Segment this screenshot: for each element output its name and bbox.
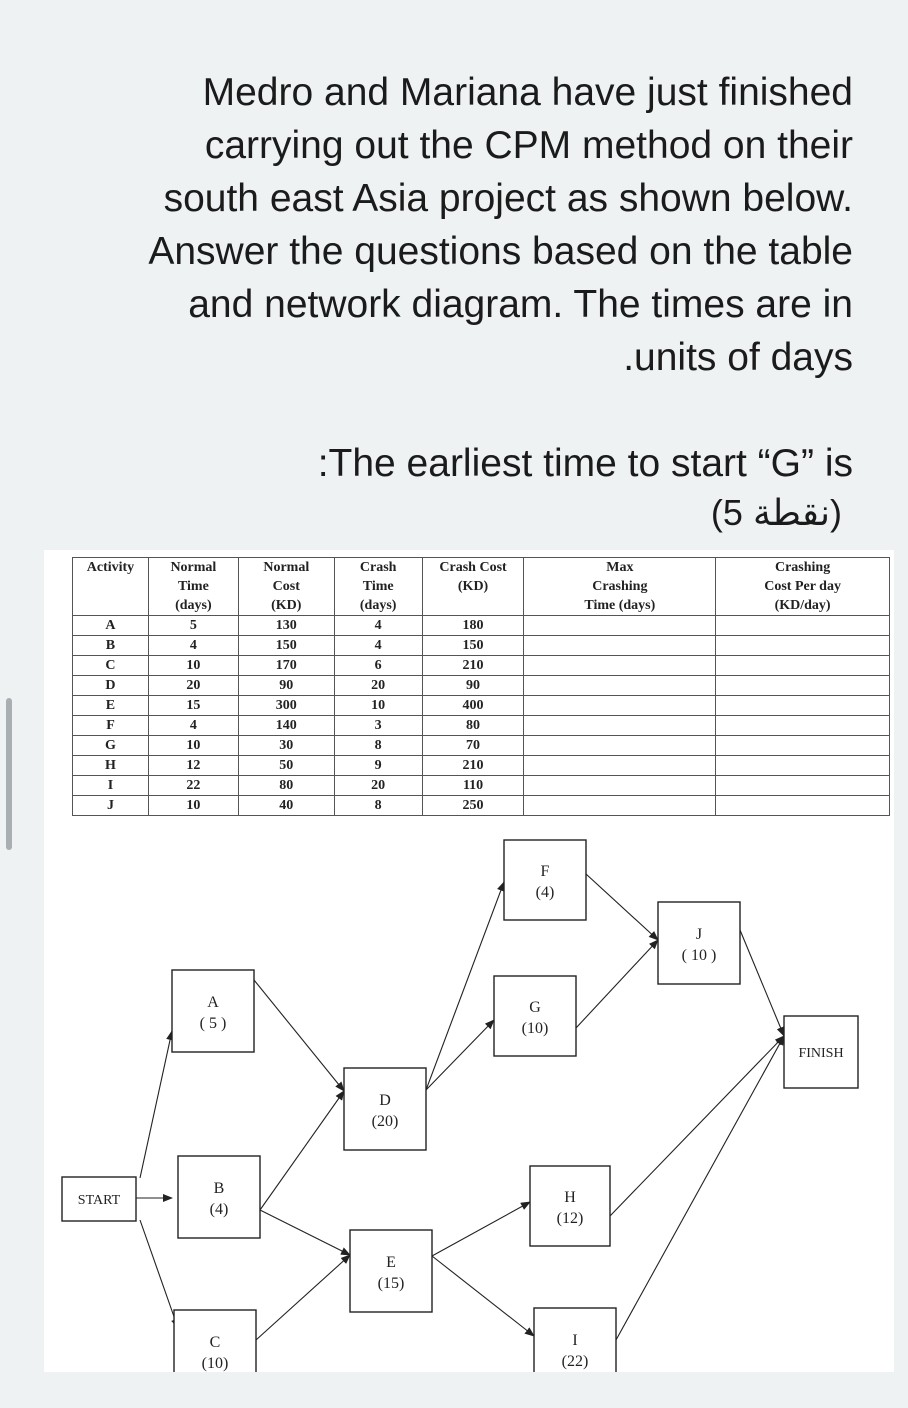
table-cell: F	[73, 716, 149, 736]
table-cell: 10	[148, 736, 238, 756]
table-cell: G	[73, 736, 149, 756]
question-prompt: :The earliest time to start “G” is	[317, 442, 853, 485]
question-line: .units of days	[623, 336, 853, 379]
node-duration: ( 10 )	[681, 947, 717, 964]
dependency-arrow	[610, 1036, 784, 1216]
table-cell: 10	[334, 696, 422, 716]
node-a	[172, 970, 254, 1052]
table-cell: H	[73, 756, 149, 776]
table-cell	[524, 676, 716, 696]
table-cell: A	[73, 616, 149, 636]
node-name: C	[209, 1334, 221, 1351]
table-cell	[716, 776, 890, 796]
table-cell: 50	[238, 756, 334, 776]
table-cell: 210	[422, 656, 524, 676]
table-cell	[716, 716, 890, 736]
node-name: D	[379, 1092, 391, 1109]
node-finish	[784, 1016, 858, 1088]
table-cell: 4	[148, 636, 238, 656]
table-cell	[716, 616, 890, 636]
table-cell: 10	[148, 796, 238, 816]
table-cell	[716, 756, 890, 776]
table-cell: 3	[334, 716, 422, 736]
table-cell: 90	[422, 676, 524, 696]
dependency-arrow	[140, 1031, 172, 1178]
dependency-arrow	[260, 1210, 350, 1255]
start-label: START	[77, 1193, 121, 1208]
header-normal-time: Normal Time (days)	[148, 558, 238, 616]
table-cell: I	[73, 776, 149, 796]
table-cell: 30	[238, 736, 334, 756]
table-row	[73, 656, 890, 676]
node-duration: (15)	[377, 1275, 405, 1292]
table-cell: J	[73, 796, 149, 816]
node-duration: (4)	[535, 884, 555, 901]
node-box	[494, 976, 576, 1056]
node-name: I	[572, 1332, 578, 1349]
dependency-arrow	[576, 940, 658, 1028]
table-cell: 12	[148, 756, 238, 776]
table-cell	[524, 616, 716, 636]
table-row	[73, 696, 890, 716]
table-header-row	[73, 558, 890, 616]
question-line: Medro and Mariana have just finished	[202, 71, 853, 114]
table-cell: 80	[422, 716, 524, 736]
node-duration: (22)	[561, 1353, 589, 1370]
table-row	[73, 636, 890, 656]
table-cell: 150	[422, 636, 524, 656]
node-duration: (4)	[209, 1201, 229, 1218]
table-cell	[716, 736, 890, 756]
table-cell: 170	[238, 656, 334, 676]
header-max-crashing-time: Max Crashing Time (days)	[524, 558, 716, 616]
table-cell	[716, 656, 890, 676]
table-cell	[524, 716, 716, 736]
table-row	[73, 716, 890, 736]
table-row	[73, 676, 890, 696]
node-name: H	[564, 1189, 576, 1206]
table-cell: 180	[422, 616, 524, 636]
dependency-arrow	[260, 1091, 344, 1210]
header-crashing-cost-per-day: Crashing Cost Per day (KD/day)	[716, 558, 890, 616]
table-cell: 250	[422, 796, 524, 816]
node-b	[178, 1156, 260, 1238]
dependency-arrow	[254, 980, 344, 1091]
table-cell: 4	[334, 616, 422, 636]
table-cell	[716, 696, 890, 716]
network-diagram	[44, 820, 894, 1372]
node-name: G	[529, 999, 541, 1016]
question-line: south east Asia project as shown below.	[163, 177, 853, 220]
node-f	[504, 840, 586, 920]
dependency-arrow	[426, 882, 504, 1090]
table-cell: 400	[422, 696, 524, 716]
node-i	[534, 1308, 616, 1372]
table-cell	[524, 656, 716, 676]
cropped-heading	[0, 0, 908, 14]
table-cell: C	[73, 656, 149, 676]
table-cell: 150	[238, 636, 334, 656]
table-cell: 40	[238, 796, 334, 816]
question-image	[44, 550, 894, 1372]
table-cell: 6	[334, 656, 422, 676]
dependency-arrow	[140, 1220, 178, 1328]
table-cell: 300	[238, 696, 334, 716]
node-d	[344, 1068, 426, 1150]
finish-label: FINISH	[798, 1046, 844, 1061]
node-e	[350, 1230, 432, 1312]
table-cell: 5	[148, 616, 238, 636]
node-duration: ( 5 )	[199, 1015, 227, 1032]
scroll-indicator[interactable]	[6, 698, 12, 850]
points-label: (5 نقطة)	[710, 492, 842, 533]
node-j	[658, 902, 740, 984]
node-name: J	[695, 926, 703, 943]
table-cell	[524, 776, 716, 796]
table-cell: E	[73, 696, 149, 716]
table-cell	[524, 736, 716, 756]
table-cell: 8	[334, 736, 422, 756]
activity-table	[72, 557, 890, 816]
dependency-arrow	[740, 930, 784, 1036]
dependency-arrow	[616, 1036, 784, 1340]
header-crash-cost: Crash Cost (KD)	[422, 558, 524, 616]
table-row	[73, 776, 890, 796]
table-cell: 4	[334, 636, 422, 656]
table-cell: 80	[238, 776, 334, 796]
node-name: F	[540, 863, 550, 880]
table-cell: 20	[334, 676, 422, 696]
question-line: and network diagram. The times are in	[188, 283, 853, 326]
table-cell: B	[73, 636, 149, 656]
table-cell	[716, 796, 890, 816]
node-name: A	[207, 994, 219, 1011]
header-crash-time: Crash Time (days)	[334, 558, 422, 616]
dependency-arrow	[586, 874, 658, 940]
table-cell: 210	[422, 756, 524, 776]
table-cell	[524, 696, 716, 716]
node-duration: (10)	[521, 1020, 549, 1037]
table-cell: 10	[148, 656, 238, 676]
table-cell: 4	[148, 716, 238, 736]
table-row	[73, 756, 890, 776]
table-cell: 130	[238, 616, 334, 636]
table-cell: 20	[148, 676, 238, 696]
table-cell	[524, 636, 716, 656]
node-start	[62, 1177, 136, 1221]
header-activity: Activity	[73, 558, 149, 616]
question-text	[93, 66, 853, 384]
node-name: E	[386, 1254, 396, 1271]
table-cell	[716, 676, 890, 696]
header-normal-cost: Normal Cost (KD)	[238, 558, 334, 616]
table-row	[73, 616, 890, 636]
table-cell: 9	[334, 756, 422, 776]
node-duration: (12)	[556, 1210, 584, 1227]
table-row	[73, 796, 890, 816]
table-cell: 70	[422, 736, 524, 756]
dependency-arrow	[256, 1255, 350, 1340]
question-line: Answer the questions based on the table	[148, 230, 853, 273]
table-row	[73, 736, 890, 756]
table-cell: 140	[238, 716, 334, 736]
node-box	[350, 1230, 432, 1312]
node-duration: (20)	[371, 1113, 399, 1130]
table-cell: 110	[422, 776, 524, 796]
table-cell: 20	[334, 776, 422, 796]
dependency-arrow	[432, 1202, 530, 1256]
table-cell: 8	[334, 796, 422, 816]
dependency-arrow	[432, 1256, 534, 1336]
node-box	[504, 840, 586, 920]
node-box	[344, 1068, 426, 1150]
dependency-arrow	[426, 1020, 494, 1090]
table-cell	[524, 796, 716, 816]
table-cell	[524, 756, 716, 776]
node-name: B	[213, 1180, 225, 1197]
node-c	[174, 1310, 256, 1372]
table-cell	[716, 636, 890, 656]
node-h	[530, 1166, 610, 1246]
node-duration: (10)	[201, 1355, 229, 1372]
table-cell: 90	[238, 676, 334, 696]
table-cell: 15	[148, 696, 238, 716]
table-cell: D	[73, 676, 149, 696]
node-box	[178, 1156, 260, 1238]
table-cell: 22	[148, 776, 238, 796]
node-box	[658, 902, 740, 984]
node-g	[494, 976, 576, 1056]
node-box	[172, 970, 254, 1052]
node-box	[530, 1166, 610, 1246]
question-line: carrying out the CPM method on their	[204, 124, 853, 167]
